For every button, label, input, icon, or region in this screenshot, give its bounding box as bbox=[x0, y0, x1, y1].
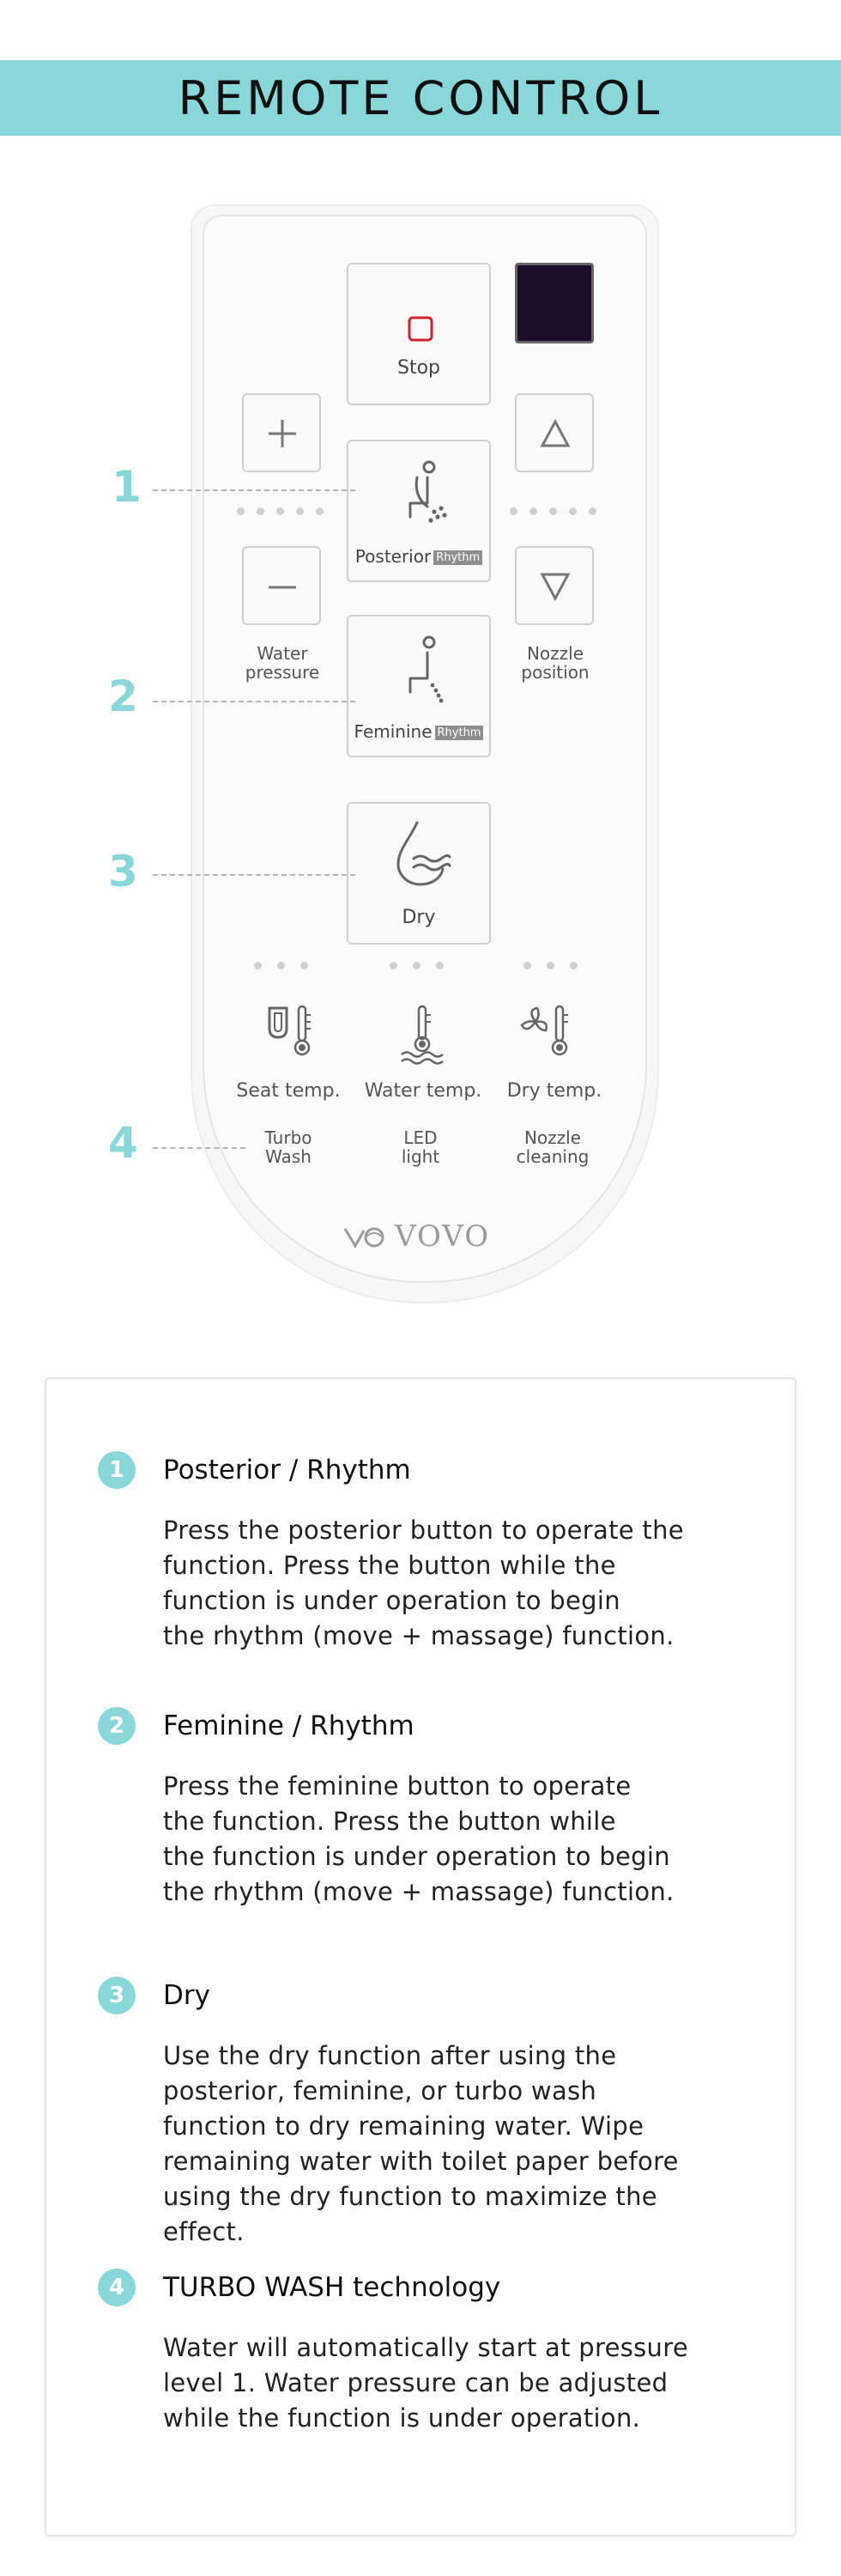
posterior-wash-icon bbox=[384, 459, 457, 536]
callout-3: 3 bbox=[108, 847, 138, 896]
water-pressure-label: Water pressure bbox=[245, 643, 320, 683]
remote-display bbox=[515, 263, 594, 343]
dry-button-label: Dry bbox=[402, 907, 436, 928]
water-pressure-level-dots bbox=[237, 507, 324, 515]
callout-1: 1 bbox=[112, 462, 142, 512]
feminine-button[interactable] bbox=[347, 615, 491, 757]
nozzle-forward-button[interactable] bbox=[515, 393, 594, 472]
section-dry bbox=[98, 1975, 767, 2250]
feminine-button-label: Feminine bbox=[354, 721, 433, 742]
callout-4: 4 bbox=[108, 1118, 138, 1168]
header-banner bbox=[0, 60, 841, 136]
plus-icon bbox=[267, 418, 298, 449]
nozzle-position-label: Nozzle position bbox=[521, 643, 590, 683]
seat-temp-level-dots bbox=[254, 962, 308, 969]
callout-2: 2 bbox=[108, 671, 138, 721]
section-title: TURBO WASH technology bbox=[163, 2272, 501, 2303]
triangle-up-icon bbox=[540, 419, 571, 448]
seat-temp-label: Seat temp. bbox=[236, 1080, 341, 1102]
nozzle-cleaning-label: Nozzle cleaning bbox=[516, 1127, 590, 1167]
section-number-badge: 1 bbox=[98, 1451, 136, 1489]
brand-name: VOVO bbox=[395, 1219, 491, 1254]
callout-line-2 bbox=[153, 701, 355, 702]
water-temp-icon[interactable] bbox=[396, 1003, 448, 1065]
stop-button[interactable] bbox=[347, 263, 491, 405]
section-title: Feminine / Rhythm bbox=[163, 1710, 414, 1741]
section-body: Water will automatically start at pressure level 1. Water pressure can be adjusted while the function is under operation. bbox=[163, 2333, 688, 2433]
vovo-logo-icon bbox=[343, 1224, 386, 1249]
water-pressure-up-button[interactable] bbox=[242, 393, 321, 472]
water-temp-level-dots bbox=[390, 962, 444, 969]
callout-line-3 bbox=[153, 874, 355, 876]
seat-temp-icon[interactable] bbox=[264, 1003, 316, 1060]
triangle-down-icon bbox=[540, 572, 571, 601]
section-title: Posterior / Rhythm bbox=[163, 1455, 411, 1485]
dry-temp-icon[interactable] bbox=[518, 1003, 575, 1060]
posterior-button[interactable] bbox=[347, 440, 491, 582]
stop-button-label: Stop bbox=[396, 357, 440, 379]
led-light-label: LED light bbox=[401, 1127, 440, 1167]
minus-icon bbox=[267, 586, 298, 589]
brand-logo bbox=[343, 1219, 490, 1254]
section-feminine bbox=[98, 1705, 767, 1910]
section-number-badge: 3 bbox=[98, 1977, 136, 2014]
section-body: Use the dry function after using the posterior, feminine, or turbo wash function to dry remaining water. Wipe remaining water with toilet paper before using the dry function to maximize the effect. bbox=[163, 2041, 679, 2246]
nozzle-position-level-dots bbox=[510, 507, 596, 515]
callout-line-4 bbox=[153, 1147, 245, 1149]
section-number-badge: 2 bbox=[98, 1707, 136, 1745]
section-body: Press the posterior button to operate the function. Press the button while the function is under operation to begin the rhythm (move + massage) function. bbox=[163, 1516, 684, 1650]
posterior-button-label: Posterior bbox=[354, 546, 432, 567]
page-title: REMOTE CONTROL bbox=[178, 70, 663, 125]
dry-temp-level-dots bbox=[523, 962, 578, 969]
dry-button[interactable] bbox=[347, 802, 491, 945]
stop-icon bbox=[408, 316, 433, 342]
section-number-badge: 4 bbox=[98, 2269, 136, 2306]
section-title: Dry bbox=[163, 1980, 210, 2011]
water-temp-label: Water temp. bbox=[364, 1080, 482, 1102]
posterior-rhythm-tag: Rhythm bbox=[433, 550, 482, 565]
dry-icon bbox=[391, 819, 451, 888]
section-posterior bbox=[98, 1449, 767, 1654]
section-turbo-wash bbox=[98, 2267, 767, 2436]
water-pressure-down-button[interactable] bbox=[242, 546, 321, 625]
section-body: Press the feminine button to operate the function. Press the button while the function is under operation to begin the rhythm (move + massage) function. bbox=[163, 1771, 675, 1906]
info-card bbox=[45, 1377, 796, 2537]
feminine-rhythm-tag: Rhythm bbox=[435, 726, 484, 740]
dry-temp-label: Dry temp. bbox=[506, 1080, 602, 1102]
feminine-wash-icon bbox=[384, 634, 457, 711]
turbo-wash-label: Turbo Wash bbox=[264, 1127, 312, 1167]
nozzle-backward-button[interactable] bbox=[515, 546, 594, 625]
callout-line-1 bbox=[153, 489, 355, 491]
